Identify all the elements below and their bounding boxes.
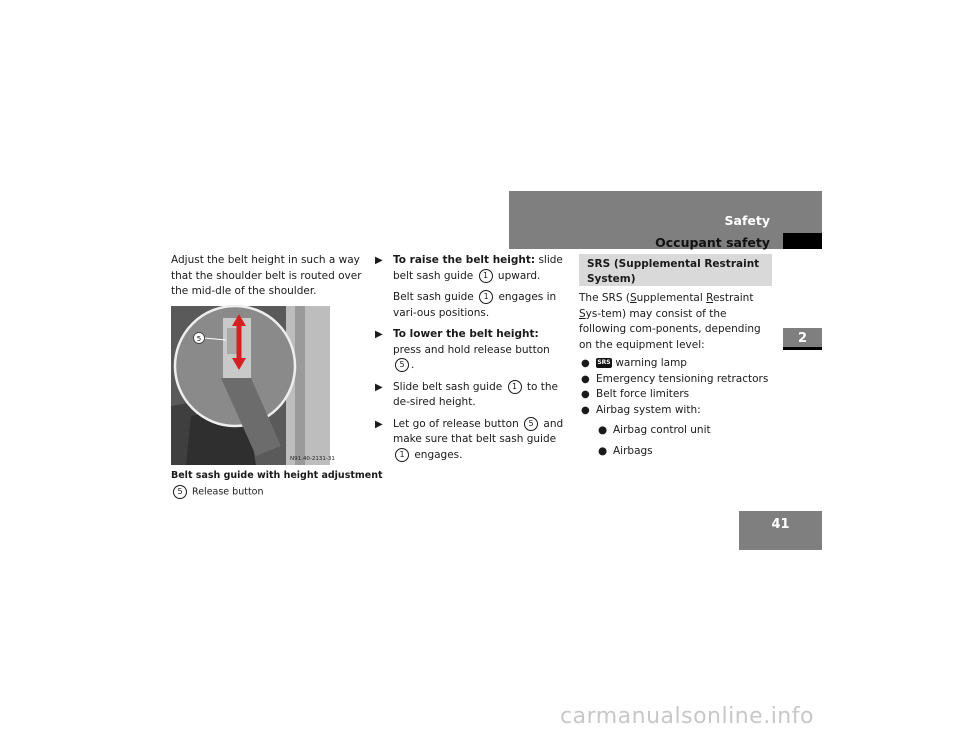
- para-text: ys-tem) may consist of the following com-ponents, depending on the equipment level:: [579, 307, 761, 351]
- step-lower-label: To lower the belt height:: [393, 328, 539, 340]
- sub-list-item: [579, 423, 774, 439]
- para-text: R: [706, 292, 713, 304]
- header-band: [509, 191, 822, 233]
- chapter-number: 2: [783, 328, 822, 347]
- step-text: press and hold release button: [393, 343, 550, 356]
- list-item: [579, 356, 774, 372]
- step-arrow-icon: ▶: [375, 418, 383, 430]
- srs-heading-box: SRS (Supplemental Restraint System): [579, 254, 772, 286]
- sub-list-item: [579, 444, 774, 460]
- callout-number: 5: [173, 485, 187, 499]
- step-raise-label: To raise the belt height:: [393, 254, 536, 266]
- bullet-icon: ●: [598, 444, 608, 457]
- list-item-text: warning lamp: [612, 357, 687, 369]
- page-number: 41: [739, 511, 822, 550]
- bullet-icon: ●: [581, 358, 590, 369]
- intro-paragraph: Adjust the belt height in such a way that the shoulder belt is routed over the mid-dle of the shoulder.: [171, 254, 362, 297]
- step-text: slide belt sash guide: [393, 254, 563, 282]
- bullet-icon: ●: [581, 404, 590, 416]
- list-item: [579, 387, 774, 403]
- list-item: [579, 372, 774, 388]
- step-text: Let go of release button: [393, 417, 523, 430]
- sub-list-item-text: Airbag control unit: [613, 424, 711, 436]
- instruction-steps: [375, 253, 570, 469]
- image-code: N91.40-2131-31: [290, 456, 335, 462]
- para-text: estraint: [712, 292, 754, 304]
- watermark: carmanualsonline.info: [560, 704, 814, 729]
- ref-number: 1: [479, 269, 493, 283]
- para-text: upplemental: [636, 292, 707, 304]
- chapter-number-underline: [783, 347, 822, 350]
- list-item-text: Emergency tensioning retractors: [596, 372, 769, 385]
- para-text: S: [579, 307, 586, 320]
- srs-warning-lamp-icon: SRS: [597, 359, 611, 366]
- sub-list-item-text: Airbags: [613, 444, 653, 457]
- step-text: .: [411, 359, 415, 371]
- figure-caption-item: [171, 485, 264, 499]
- note-text: Belt sash guide: [393, 291, 478, 303]
- chapter-title: Safety: [724, 213, 770, 228]
- bullet-icon: ●: [598, 424, 608, 436]
- step-text: and make sure that belt sash guide: [393, 417, 564, 445]
- step-raise-note: [375, 290, 570, 321]
- list-item: [579, 403, 774, 419]
- para-text: The SRS (: [579, 292, 630, 304]
- list-item-text: Belt force limiters: [596, 388, 690, 400]
- section-title: Occupant safety: [655, 235, 770, 250]
- ref-number: 5: [395, 358, 409, 372]
- srs-paragraph: [579, 291, 774, 353]
- step-text: upward.: [494, 269, 541, 282]
- bullet-icon: ●: [581, 389, 590, 400]
- callout-label: Release button: [192, 486, 264, 498]
- photo-callout: 5: [196, 335, 202, 343]
- step-text: Slide belt sash guide: [393, 380, 506, 393]
- note-text: engages in vari-ous positions.: [393, 291, 557, 319]
- step-arrow-icon: ▶: [375, 381, 383, 393]
- ref-number: 1: [479, 290, 493, 304]
- step-slide: [375, 380, 570, 411]
- step-raise: [375, 253, 570, 284]
- belt-sash-guide-photo: [171, 306, 335, 465]
- step-lower: [375, 327, 570, 374]
- ref-number: 5: [524, 417, 538, 431]
- chapter-tab-marker: [783, 233, 822, 249]
- para-text: S: [629, 292, 637, 304]
- bullet-icon: ●: [581, 373, 590, 385]
- step-text: engages.: [411, 448, 463, 461]
- step-release: [375, 417, 570, 464]
- step-arrow-icon: ▶: [375, 329, 383, 340]
- photo-illustration: [171, 306, 335, 465]
- srs-section: [579, 291, 774, 459]
- step-text: to the de-sired height.: [393, 380, 558, 408]
- ref-number: 1: [395, 448, 409, 462]
- figure-caption-title: Belt sash guide with height adjustment: [171, 470, 383, 481]
- list-item-text: Airbag system with:: [596, 403, 701, 416]
- ref-number: 1: [508, 380, 522, 394]
- step-arrow-icon: ▶: [375, 255, 383, 266]
